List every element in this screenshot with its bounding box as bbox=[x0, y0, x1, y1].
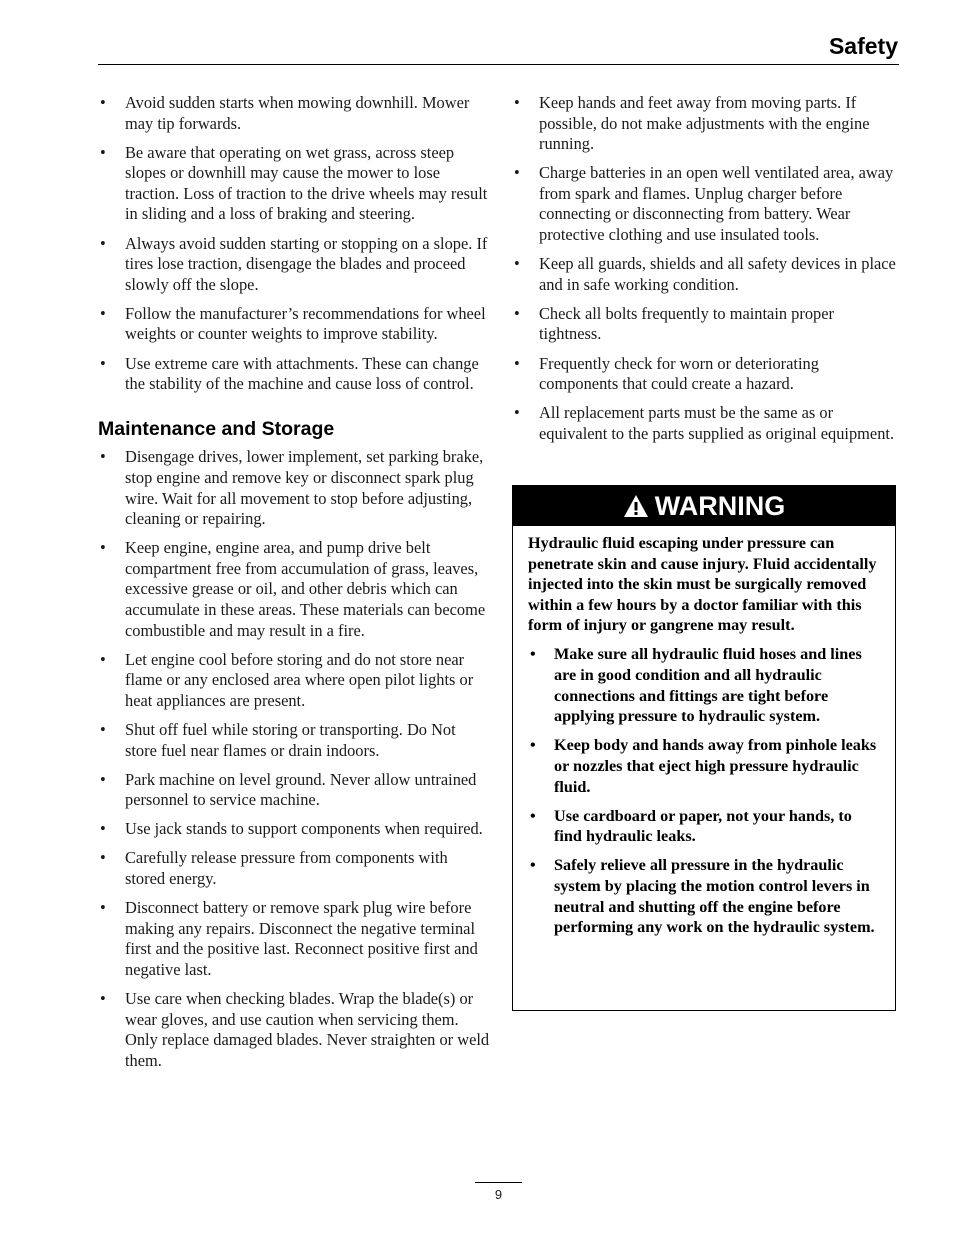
page-section-title: Safety bbox=[828, 33, 898, 59]
list-item: • Use cardboard or paper, not your hands, to find hydraulic leaks. bbox=[528, 806, 881, 847]
intro-bullet-list bbox=[98, 93, 490, 395]
list-item: • All replacement parts must be the same as or equivalent to the parts supplied as original equipment. bbox=[512, 403, 900, 444]
list-item: • Park machine on level ground. Never allow untrained personnel to service machine. bbox=[98, 770, 490, 811]
list-item: • Be aware that operating on wet grass, across steep slopes or downhill may cause the mower to lose traction. Loss of traction to the drive wheels may result in sliding and a loss of braking and steering. bbox=[98, 143, 490, 225]
warning-body bbox=[513, 526, 895, 938]
list-item: • Shut off fuel while storing or transporting. Do Not store fuel near flames or drain indoors. bbox=[98, 720, 490, 761]
list-item: • Make sure all hydraulic fluid hoses and lines are in good condition and all hydraulic connections and fittings are tight before applying pressure to hydraulic system. bbox=[528, 644, 881, 726]
list-item: • Disengage drives, lower implement, set parking brake, stop engine and remove key or disconnect spark plug wire. Wait for all movement to stop before adjusting, cleaning or repairing. bbox=[98, 447, 490, 529]
footer-divider bbox=[475, 1182, 522, 1183]
list-item: • Keep body and hands away from pinhole leaks or nozzles that eject high pressure hydraulic fluid. bbox=[528, 735, 881, 797]
list-item: • Keep hands and feet away from moving parts. If possible, do not make adjustments with the engine running. bbox=[512, 93, 900, 155]
warning-triangle-icon bbox=[623, 494, 649, 518]
list-item: • Safely relieve all pressure in the hydraulic system by placing the motion control levers in neutral and shutting off the engine before performing any work on the hydraulic system. bbox=[528, 855, 881, 937]
left-column bbox=[98, 93, 490, 1080]
right-column bbox=[512, 93, 900, 453]
warning-title: WARNING bbox=[654, 490, 786, 521]
maintenance-bullet-list bbox=[98, 447, 490, 1071]
warning-intro: Hydraulic fluid escaping under pressure can penetrate skin and cause injury. Fluid accidentally injected into the skin must be surgically removed within a few hours by a doctor familiar with this form of injury or gangrene may result. bbox=[528, 534, 877, 635]
warning-bullet-list bbox=[528, 644, 881, 937]
list-item: • Use extreme care with attachments. These can change the stability of the machine and cause loss of control. bbox=[98, 354, 490, 395]
warning-box bbox=[512, 485, 896, 1011]
list-item: • Use jack stands to support components when required. bbox=[98, 819, 490, 840]
list-item: • Always avoid sudden starting or stopping on a slope. If tires lose traction, disengage the blades and proceed slowly off the slope. bbox=[98, 234, 490, 296]
list-item: • Avoid sudden starts when mowing downhill. Mower may tip forwards. bbox=[98, 93, 490, 134]
list-item: • Frequently check for worn or deteriorating components that could create a hazard. bbox=[512, 354, 900, 395]
list-item: • Let engine cool before storing and do not store near flame or any enclosed area where open pilot lights or heat appliances are present. bbox=[98, 650, 490, 712]
list-item: • Carefully release pressure from components with stored energy. bbox=[98, 848, 490, 889]
list-item: • Keep all guards, shields and all safety devices in place and in safe working condition. bbox=[512, 254, 900, 295]
warning-header bbox=[513, 486, 895, 526]
list-item: • Follow the manufacturer’s recommendations for wheel weights or counter weights to improve stability. bbox=[98, 304, 490, 345]
list-item: • Keep engine, engine area, and pump drive belt compartment free from accumulation of grass, leaves, excessive grease or oil, and other debris which can accumulate in these areas. These materials can become combustible and may result in a fire. bbox=[98, 538, 490, 641]
list-item: • Check all bolts frequently to maintain proper tightness. bbox=[512, 304, 900, 345]
section-heading: Maintenance and Storage bbox=[98, 417, 335, 440]
list-item: • Disconnect battery or remove spark plug wire before making any repairs. Disconnect the negative terminal first and the positive last. Reconnect positive first and negative last. bbox=[98, 898, 490, 980]
list-item: • Use care when checking blades. Wrap the blade(s) or wear gloves, and use caution when servicing them. Only replace damaged blades. Never straighten or weld them. bbox=[98, 989, 490, 1071]
header-divider bbox=[98, 64, 899, 65]
page-number: 9 bbox=[494, 1187, 503, 1202]
list-item: • Charge batteries in an open well ventilated area, away from spark and flames. Unplug charger before connecting or disconnecting from battery. Wear protective clothing and use insulated tools. bbox=[512, 163, 900, 245]
right-bullet-list bbox=[512, 93, 900, 444]
